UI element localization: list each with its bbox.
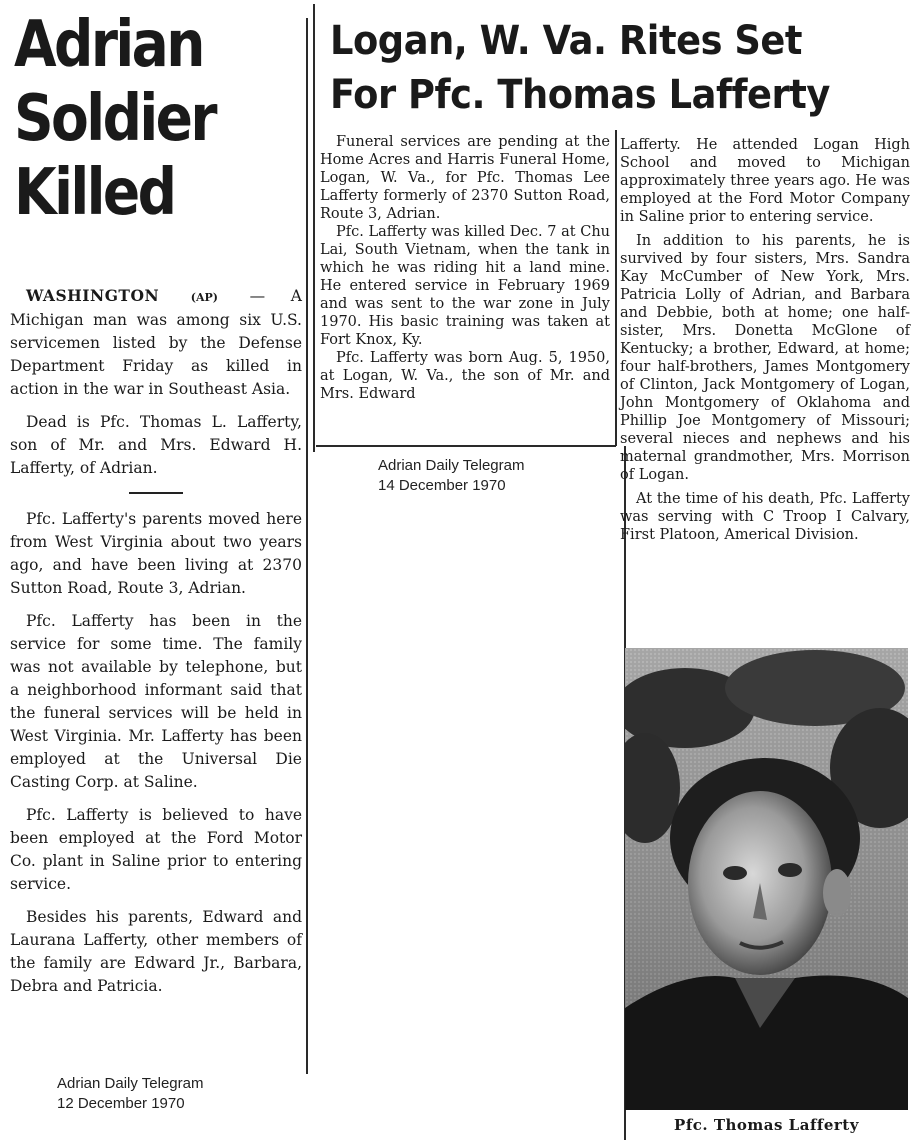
- photo-caption: Pfc. Thomas Lafferty: [674, 1116, 859, 1134]
- left-story-body: [10, 284, 302, 1008]
- right-source-caption: [378, 456, 524, 496]
- left-paragraph-5: Pfc. Lafferty is believed to have been employed at the Ford Motor Co. plant in Saline prior to entering service.: [10, 806, 302, 893]
- column-rule-right-top: [615, 130, 617, 446]
- left-paragraph-1-text: A Michigan man was among six U.S. servicemen listed by the Defense Department Friday as killed in action in the war in Southeast Asia.: [10, 287, 302, 398]
- mid-column-bottom-rule: [316, 445, 616, 447]
- right-headline: [330, 14, 864, 122]
- right-paragraph-3: At the time of his death, Pfc. Lafferty was serving with C Troop I Calvary, First Platoon, Americal Division.: [620, 491, 910, 543]
- left-paragraph-4: Pfc. Lafferty has been in the service for some time. The family was not available by telephone, but a neighborhood informant said that the funeral services will be held in West Virginia. Mr. Lafferty has been employed at the Universal Die Casting Corp. at Saline.: [10, 612, 302, 791]
- right-story-right-column: [620, 136, 910, 544]
- right-paragraph-1: Lafferty. He attended Logan High School and moved to Michigan approximately three years ago. He was employed at the Ford Motor Company in Saline prior to entering service.: [620, 137, 910, 225]
- mid-paragraph-2: Pfc. Lafferty was killed Dec. 7 at Chu Lai, South Vietnam, when the tank in which he was riding hit a land mine. He entered service in February 1969 and was sent to the war zone in July 1970. His basic training was taken at Fort Knox, Ky.: [320, 224, 610, 348]
- soldier-portrait-photo: [625, 648, 908, 1110]
- left-source-caption: [57, 1074, 203, 1114]
- left-paragraph-3: Pfc. Lafferty's parents moved here from West Virginia about two years ago, and have been living at 2370 Sutton Road, Route 3, Adrian.: [10, 510, 302, 597]
- left-paragraph-1: WASHINGTON (AP) — A Michigan man was among six U.S. servicemen listed by the Defense Department Friday as killed in action in the war in Southeast Asia.: [10, 286, 302, 398]
- left-source-paper: Adrian Daily Telegram: [57, 1075, 204, 1092]
- right-paragraph-2: In addition to his parents, he is survived by four sisters, Mrs. Sandra Kay McCumber of New York, Mrs. Patricia Lolly of Adrian, and Barbara and Debbie, both at home; one half-sister, Mrs. Donetta McGlone of Kentucky; a brother, Edward, at home; four half-brothers, James Montgomery of Clinton, Jack Montgomery of Logan, John Montgomery of Oklahoma and Phillip Joe Montgomery of Missouri; several nieces and nephews and his maternal grandmother, Mrs. Morrison of Logan.: [620, 233, 910, 483]
- right-source-date: 14 December 1970: [378, 477, 506, 494]
- left-headline: [14, 8, 263, 230]
- left-headline-line-2: Soldier: [14, 82, 215, 156]
- dateline: WASHINGTON: [26, 286, 160, 305]
- left-headline-line-3: Killed: [14, 156, 175, 230]
- right-source-paper: Adrian Daily Telegram: [378, 457, 525, 474]
- wire-mark: (AP): [190, 291, 218, 304]
- right-story-middle-column: [320, 133, 610, 403]
- left-paragraph-2: Dead is Pfc. Thomas L. Lafferty, son of Mr. and Mrs. Edward H. Lafferty, of Adrian.: [10, 413, 302, 477]
- left-source-date: 12 December 1970: [57, 1095, 185, 1112]
- portrait-image: [625, 648, 908, 1110]
- section-divider: [129, 492, 183, 494]
- right-headline-line-1: Logan, W. Va. Rites Set: [330, 18, 803, 64]
- column-rule-middle: [313, 4, 315, 452]
- column-rule-left: [306, 18, 308, 1074]
- mid-paragraph-3: Pfc. Lafferty was born Aug. 5, 1950, at Logan, W. Va., the son of Mr. and Mrs. Edward: [320, 350, 610, 402]
- left-paragraph-6: Besides his parents, Edward and Laurana Lafferty, other members of the family are Edward Jr., Barbara, Debra and Patricia.: [10, 908, 302, 995]
- left-headline-line-1: Adrian: [14, 8, 203, 82]
- right-headline-line-2: For Pfc. Thomas Lafferty: [330, 72, 830, 118]
- mid-paragraph-1: Funeral services are pending at the Home Acres and Harris Funeral Home, Logan, W. Va., for Pfc. Thomas Lee Lafferty formerly of 2370 Sutton Road, Route 3, Adrian.: [320, 134, 610, 222]
